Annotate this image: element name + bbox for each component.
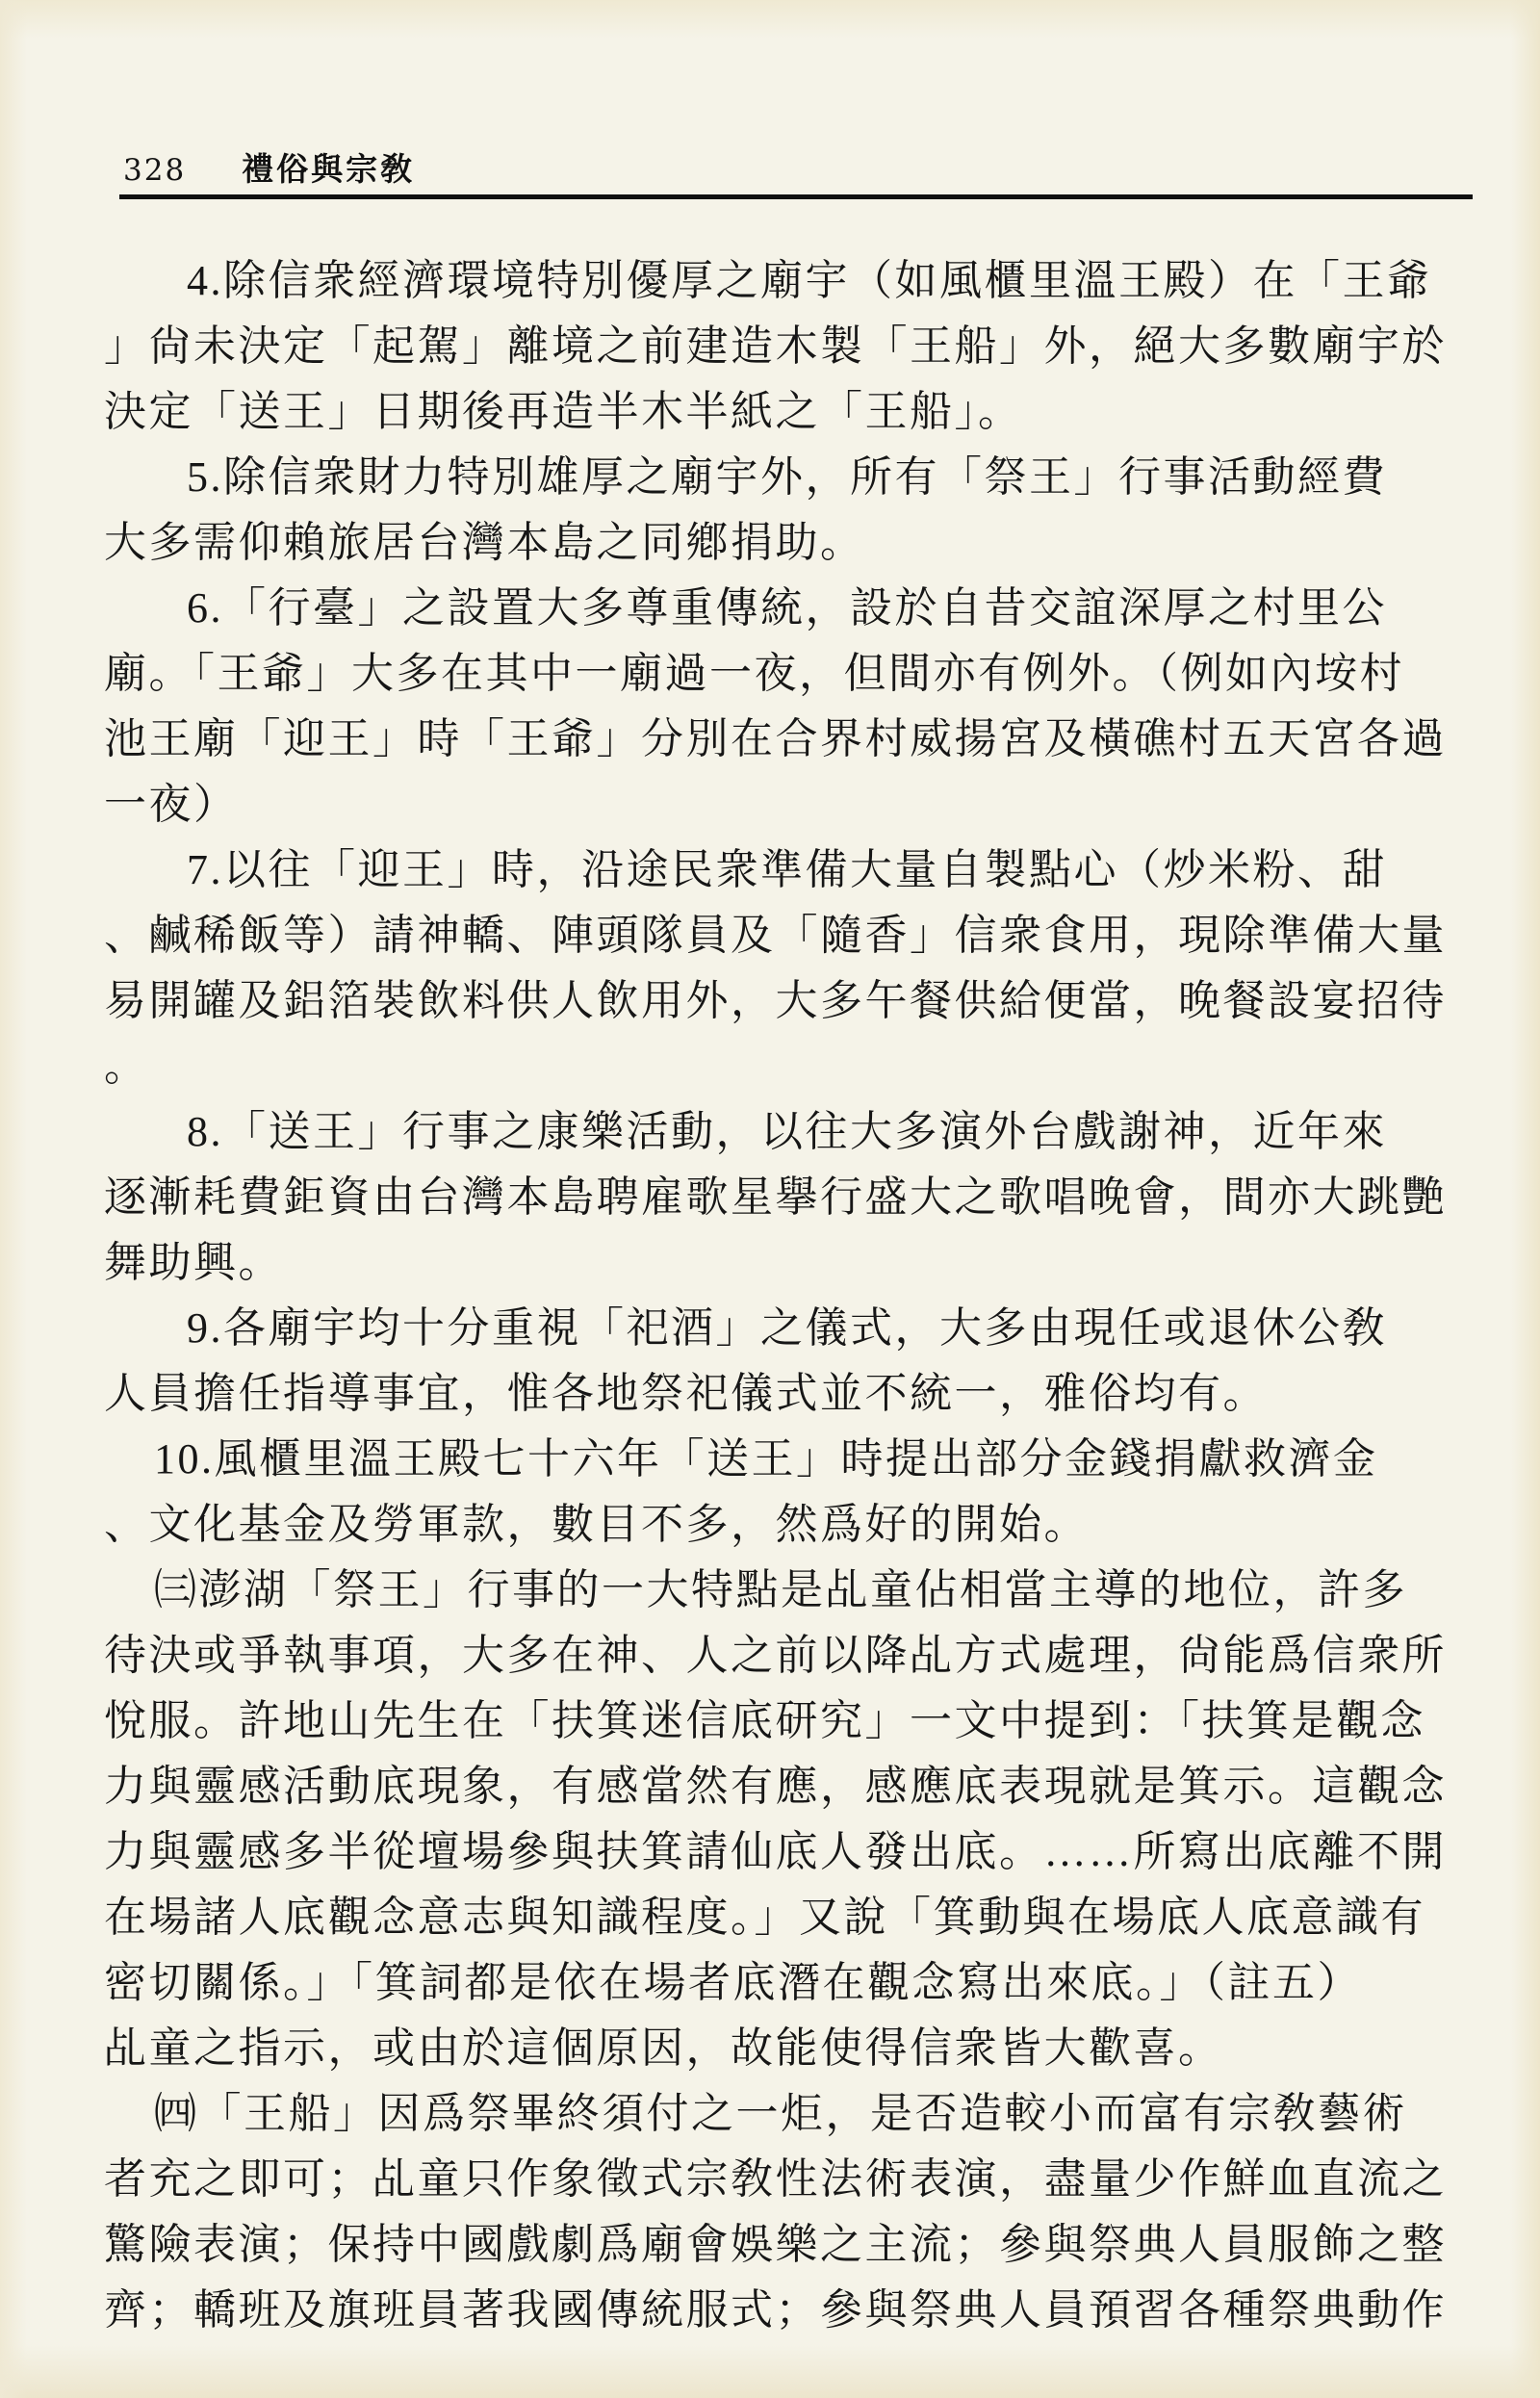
text-line: 在場諸人底觀念意志與知識程度。」又說「箕動與在場底人底意識有: [104, 1894, 1425, 1941]
text-line: 8.「送王」行事之康樂活動，以往大多演外台戲謝神，近年來: [187, 1108, 1387, 1155]
text-line: ㈣「王船」因爲祭畢終須付之一炬，是否造較小而富有宗敎藝術: [154, 2090, 1407, 2137]
text-line: 9.各廟宇均十分重視「祀酒」之儀式，大多由現任或退休公敎: [187, 1304, 1387, 1352]
text-line: 力與靈感多半從壇場參與扶箕請仙底人發出底。……所寫出底離不開: [104, 1828, 1447, 1875]
text-line: 一夜）: [104, 781, 239, 828]
text-line: 逐漸耗費鉅資由台灣本島聘雇歌星擧行盛大之歌唱晚會，間亦大跳艷: [104, 1173, 1447, 1221]
text-line: 10.風櫃里溫王殿七十六年「送王」時提出部分金錢捐獻救濟金: [154, 1435, 1378, 1483]
text-line: 4.除信衆經濟環境特別優厚之廟宇（如風櫃里溫王殿）在「王爺: [187, 257, 1432, 304]
text-line: 、文化基金及勞軍款，數目不多，然爲好的開始。: [104, 1501, 1089, 1548]
page-number: 328: [123, 153, 187, 188]
text-line: ㈢澎湖「祭王」行事的一大特點是乩童佔相當主導的地位，許多: [154, 1566, 1407, 1613]
text-line: 舞助興。: [104, 1239, 283, 1286]
text-line: 悅服。許地山先生在「扶箕迷信底研究」一文中提到：「扶箕是觀念: [104, 1697, 1425, 1744]
text-line: 人員擔任指導事宜，惟各地祭祀儀式並不統一，雅俗均有。: [104, 1370, 1268, 1417]
text-line: 廟。「王爺」大多在其中一廟過一夜，但間亦有例外。（例如內垵村: [104, 650, 1404, 697]
header-rule: [119, 194, 1473, 199]
text-line: 易開罐及鋁箔裝飲料供人飲用外，大多午餐供給便當，晚餐設宴招待: [104, 977, 1447, 1024]
text-line: 、鹹稀飯等）請神轎、陣頭隊員及「隨香」信衆食用，現除準備大量: [104, 912, 1447, 959]
text-line: 大多需仰賴旅居台灣本島之同鄕捐助。: [104, 519, 865, 566]
text-line: 。: [104, 1043, 149, 1090]
text-line: 7.以往「迎王」時，沿途民衆準備大量自製點心（炒米粉、甜: [187, 846, 1387, 893]
text-line: 驚險表演；保持中國戲劇爲廟會娛樂之主流；參與祭典人員服飾之整: [104, 2221, 1447, 2268]
text-line: 」尙未決定「起駕」離境之前建造木製「王船」外，絕大多數廟宇於: [104, 322, 1447, 370]
text-line: 5.除信衆財力特別雄厚之廟宇外，所有「祭王」行事活動經費: [187, 453, 1387, 501]
text-line: 密切關係。」「箕詞都是依在場者底潛在觀念寫出來底。」（註五）: [104, 1959, 1362, 2006]
text-line: 乩童之指示，或由於這個原因，故能使得信衆皆大歡喜。: [104, 2024, 1223, 2072]
text-line: 池王廟「迎王」時「王爺」分別在合界村威揚宮及橫礁村五天宮各過: [104, 715, 1447, 762]
running-head: [123, 144, 1471, 189]
text-line: 6.「行臺」之設置大多尊重傳統，設於自昔交誼深厚之村里公: [187, 584, 1387, 632]
text-line: 決定「送王」日期後再造半木半紙之「王船」。: [104, 388, 1023, 435]
body-text-block: [104, 248, 1515, 2343]
text-line: 力與靈感活動底現象，有感當然有應，感應底表現就是箕示。這觀念: [104, 1763, 1447, 1810]
text-line: 待決或爭執事項，大多在神、人之前以降乩方式處理，尙能爲信衆所: [104, 1632, 1447, 1679]
text-line: 者充之即可；乩童只作象徵式宗敎性法術表演，盡量少作鮮血直流之: [104, 2155, 1447, 2203]
text-line: 齊；轎班及旗班員著我國傳統服式；參與祭典人員預習各種祭典動作: [104, 2286, 1447, 2334]
book-title: 禮俗與宗敎: [242, 153, 416, 188]
